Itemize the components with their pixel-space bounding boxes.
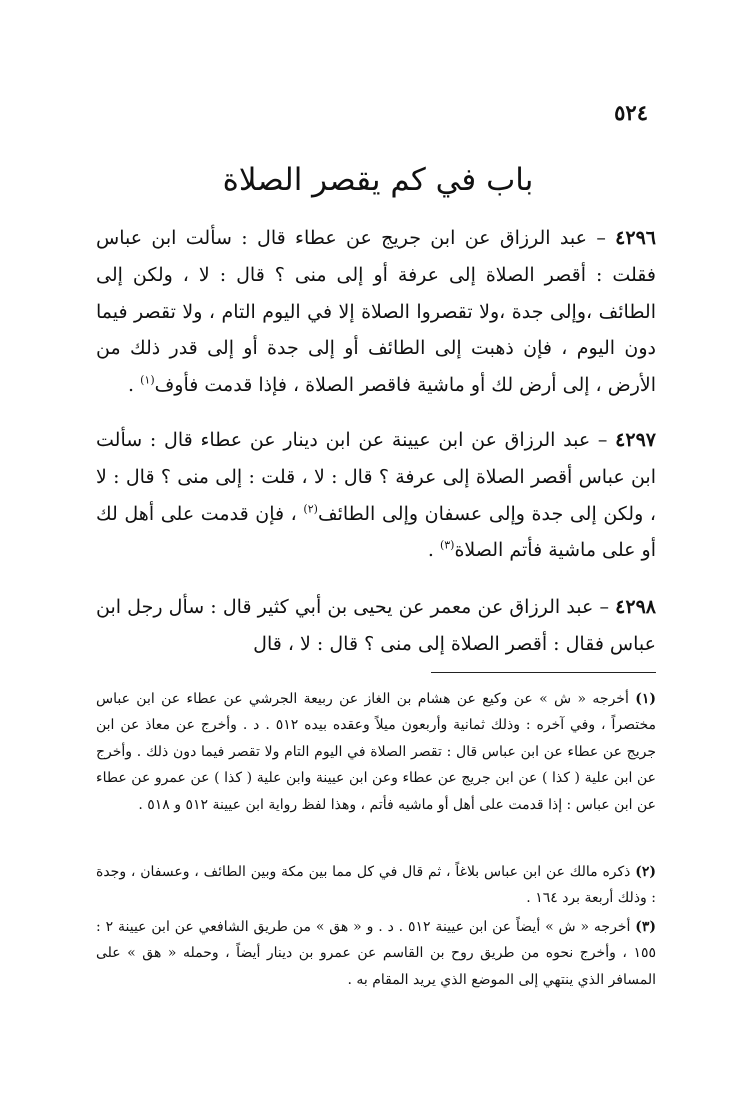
hadith-paragraph [96, 589, 656, 663]
footnote-text: أخرجه « ش » عن وكيع عن هشام بن الغاز عن ربيعة الجرشي عن عطاء عن ابن عباس مختصراً ، وفي آخره : وذلك ثمانية وأربعون ميلاً وعقده بيده ٥١٢ . د . وأخرج عن معاذ عن ابن جريج عن عطاء عن ابن عباس قال : تقصر الصلاة في اليوم التام ولا تقصر فيما دون ذلك . وأخرج عن ابن علية ( كذا ) عن ابن جريج عن عطاء وعن ابن عيينة وابن علية ( كذا ) عن عمرو عن عطاء عن ابن عباس : إذا قدمت على أهل أو ماشيه فأتم ، وهذا لفظ رواية ابن عيينة ٥١٢ و ٥١٨ . [96, 691, 656, 813]
footnote-number: (١) [635, 691, 656, 707]
hadith-text: – عبد الرزاق عن معمر عن يحيى بن أبي كثير قال : سأل رجل ابن عباس فقال : أقصر الصلاة إلى منى ؟ قال : لا ، قال [96, 596, 656, 655]
chapter-title: باب في كم يقصر الصلاة [222, 162, 534, 198]
footnote [96, 686, 656, 818]
page-number: ٥٢٤ [614, 100, 648, 125]
footnote-ref: (٢) [303, 502, 318, 516]
hadith-text: – عبد الرزاق عن ابن جريج عن عطاء قال : سألت ابن عباس فقلت : أقصر الصلاة إلى عرفة أو إلى منى ؟ قال : لا ، ولكن إلى الطائف ،وإلى جدة ،ولا تقصروا الصلاة إلا في اليوم التام ، ولا تقصر فيما دون اليوم ، فإن ذهبت إلى الطائف أو إلى جدة أو إلى قدر ذلك من الأرض ، إلى أرض لك أو ماشية فاقصر الصلاة ، فإذا قدمت فأوف [96, 227, 656, 397]
footnote-number: (٣) [635, 919, 656, 935]
footnote [96, 859, 656, 912]
hadith-text: – عبد الرزاق عن ابن عيينة عن ابن دينار عن عطاء قال : سألت ابن عباس أقصر الصلاة إلى عرفة ؟ قال : لا ، قلت : إلى منى ؟ قال : لا ، ولكن إلى جدة وإلى عسفان وإلى الطائف [96, 429, 657, 525]
hadith-text-continued: ، فإن قدمت على أهل لك أو على ماشية فأتم الصلاة [96, 502, 656, 562]
footnote-divider [431, 672, 656, 673]
footnote-ref: (١) [140, 373, 155, 387]
hadith-paragraph [96, 220, 656, 404]
hadith-text-tail: . [128, 374, 141, 397]
hadith-paragraph [96, 422, 656, 569]
footnote-text: ذكره مالك عن ابن عباس بلاغاً ، ثم قال في كل مما بين مكة وبين الطائف ، وعسفان ، وجدة : وذلك أربعة برد ١٦٤ . [96, 864, 656, 907]
footnote-number: (٢) [635, 864, 656, 880]
hadith-number: ٤٢٩٧ [615, 429, 656, 451]
hadith-number: ٤٢٩٨ [615, 596, 656, 618]
footnote [96, 914, 656, 993]
hadith-text-tail: . [427, 539, 440, 562]
hadith-number: ٤٢٩٦ [615, 227, 656, 249]
footnote-text: أخرجه « ش » أيضاً عن ابن عيينة ٥١٢ . د . و « هق » من طريق الشافعي عن ابن عيينة ٢ : ١٥٥ ، وأخرج نحوه من طريق روح بن القاسم عن عمرو بن دينار أيضاً ، وحمله « هق » على المسافر الذي ينتهي إلى الموضع الذي يريد المقام به . [96, 919, 656, 988]
footnote-ref: (٣) [439, 539, 455, 553]
